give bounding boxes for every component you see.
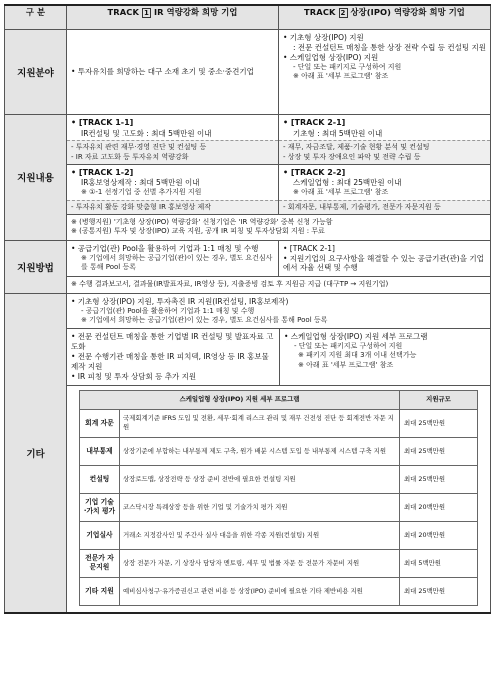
area-track1	[67, 30, 279, 115]
program-description: 국제회계기준 IFRS 도입 및 전환, 세무·회계 리스크 관리 및 재무 건전성 진단 등 회계전반 자문 지원	[120, 409, 400, 437]
track1-2-title: • [TRACK 1-2]	[71, 167, 134, 177]
program-description: 상장 전문가 자문, 기 상장사 담당자 멘토링, 세무 및 법률 자문 등 전문가 자문비 지원	[120, 549, 400, 577]
header-category: 구 분	[5, 5, 67, 30]
program-amount: 최대 5백만원	[400, 549, 478, 577]
program-amount: 최대 25백만원	[400, 465, 478, 493]
header-track1-number: 1	[143, 9, 149, 17]
header-track2-prefix: TRACK	[304, 7, 339, 17]
program-row	[80, 465, 478, 493]
label-etc: 기타	[5, 293, 67, 612]
method-track2-line1: • 지원기업의 요구사항을 해결할 수 있는 공급기관(관)을 기업에서 자율 선택 및 수행	[283, 253, 484, 273]
program-row	[80, 409, 478, 437]
track2-1-sub	[279, 140, 490, 163]
area-track2-line3: • 스케일업형 상장(IPO) 지원	[283, 52, 379, 62]
scaleup-program-table	[79, 390, 478, 606]
etc-left-line2: • 전문 수행기관 매칭을 통한 IR 피치덱, IR영상 등 IR 홍보물 제작 지원	[71, 351, 269, 371]
content-track1-1	[67, 115, 279, 165]
program-category: 기업실사	[80, 521, 120, 549]
content-footnote1: ※ (병행지원) '기초형 상장(IPO) 역량강화' 신청기업은 'IR 역량강화' 중복 신청 가능함	[71, 217, 333, 226]
method-track1-line2: ※ 기업에서 희망하는 공급기업(관)이 있는 경우, 별도 요건심사를 통해 Pool 등록	[81, 253, 273, 271]
row-etc	[5, 293, 491, 612]
method-track1-line1: • 공급기업(관) Pool을 활용하여 기업과 1:1 매칭 및 수행	[71, 243, 259, 253]
header-track2	[279, 5, 491, 30]
track1-1-sub	[67, 140, 278, 163]
row-support-content	[5, 115, 491, 165]
header-track1-prefix: TRACK	[107, 7, 142, 17]
program-header-title: 스케일업형 상장(IPO) 지원 세부 프로그램	[80, 390, 400, 409]
header-track2-title: 상장(IPO) 역량강화 희망 기업	[347, 7, 465, 17]
etc-top-line3: ※ 기업에서 희망하는 공급기업(관)이 있는 경우, 별도 요건심사를 통해 Pool 등록	[81, 315, 328, 324]
content-track2-1	[279, 115, 491, 165]
track1-1-sub1: - 투자유치 관련 재무·경영 진단 및 컨설팅 등	[71, 143, 207, 152]
method-footnote: ※ 수행 결과보고서, 결과물(IR발표자료, IR영상 등), 지출증빙 검토 후 지원금 지급 (대구TP → 지원기업)	[67, 277, 491, 293]
header-track1	[67, 5, 279, 30]
label-support-content: 지원내용	[5, 115, 67, 241]
content-footnote2: ※ (공통지원) 투자 및 상장(IPO) 교육 지원, 공개 IR 피칭 및 투자상담회 지원 : 무료	[71, 227, 325, 236]
table-header-row	[5, 5, 491, 30]
track1-2-sub: - 투자유치 활동 강화 맞춤형 IR 홍보영상 제작	[67, 200, 278, 214]
track2-1-desc: 기초형 : 최대 5백만원 이내	[293, 128, 383, 138]
method-track2-line0: • [TRACK 2-1]	[283, 243, 335, 253]
program-category: 기업 기술 ·가치 평가	[80, 493, 120, 521]
track1-2-note: ※ ①-1 선정기업 중 선별 추가지원 지원	[81, 188, 202, 197]
program-row	[80, 437, 478, 465]
header-track2-number: 2	[340, 9, 346, 17]
track2-1-sub1: - 재무, 자금조달, 제품·기술 현황 분석 및 컨설팅	[283, 143, 430, 152]
row-support-method	[5, 240, 491, 277]
program-rows	[80, 409, 478, 605]
track1-1-sub2: - IR 자료 고도화 등 투자유치 역량강화	[71, 152, 189, 161]
program-row	[80, 549, 478, 577]
etc-top	[67, 294, 490, 328]
area-track2	[279, 30, 491, 115]
etc-top-line1: • 기초형 상장(IPO) 지원, 투자촉진 IR 지원(IR컨설팅, IR홍보제작)	[71, 296, 289, 306]
program-description: 상장로드맵, 상장전략 등 상장 준비 전반에 필요한 컨설팅 지원	[120, 465, 400, 493]
area-track2-line2: : 전문 컨설턴트 매칭을 통한 상장 전략 수립 등 컨설팅 지원	[293, 42, 487, 52]
program-amount: 최대 25백만원	[400, 409, 478, 437]
program-amount: 최대 20백만원	[400, 521, 478, 549]
program-category: 전문가 자문지원	[80, 549, 120, 577]
program-description: 예비심사청구·유가증권신고 관련 비용 등 상장(IPO) 준비에 필요한 기타 제반비용 지원	[120, 577, 400, 605]
method-track1	[67, 240, 279, 277]
etc-right-line3: ※ 패키지 지원 최대 3개 이내 선택가능	[298, 351, 417, 360]
etc-right-line4: ※ 아래 표 '세부 프로그램' 참조	[298, 360, 394, 369]
etc-right	[280, 329, 490, 384]
content-track1-2	[67, 164, 279, 214]
content-track2-2	[279, 164, 491, 214]
track2-2-sub: - 회계자문, 내부통제, 기술평가, 전문가 자문지원 등	[279, 200, 490, 214]
row-support-content-2	[5, 164, 491, 214]
method-track2	[279, 240, 491, 277]
track1-1-desc: IR컨설팅 및 고도화 : 최대 5백만원 이내	[81, 128, 212, 138]
label-support-method: 지원방법	[5, 240, 67, 293]
program-amount: 최대 25백만원	[400, 437, 478, 465]
program-category: 기타 지원	[80, 577, 120, 605]
etc-top-line2: - 공급기업(관) Pool을 활용하여 기업과 1:1 매칭 및 수행	[81, 306, 255, 315]
area-track2-line5: ※ 아래 표 '세부 프로그램' 참조	[293, 71, 389, 80]
etc-columns	[67, 328, 490, 384]
program-category: 회계 자문	[80, 409, 120, 437]
program-row	[80, 521, 478, 549]
row-support-area	[5, 30, 491, 115]
program-description: 상장기준에 부합하는 내부통제 제도 구축, 원가 배분 시스템 도입 등 내부통제 시스템 구축 지원	[120, 437, 400, 465]
etc-left-line3: • IR 피칭 및 투자 상담회 등 추가 지원	[71, 371, 197, 381]
track2-1-title: • [TRACK 2-1]	[283, 118, 346, 127]
label-support-area: 지원분야	[5, 30, 67, 115]
program-category: 내부통제	[80, 437, 120, 465]
area-track2-line4: - 단일 또는 패키지로 구성하여 지원	[293, 62, 402, 71]
area-track2-line1: • 기초형 상장(IPO) 지원	[283, 33, 364, 42]
row-content-footnotes	[5, 214, 491, 240]
program-row	[80, 493, 478, 521]
program-description: 코스닥시장 특례상장 등을 위한 기업 및 기술가치 평가 지원	[120, 493, 400, 521]
program-row	[80, 577, 478, 605]
program-table	[4, 4, 491, 614]
program-category: 컨설팅	[80, 465, 120, 493]
program-header-row	[80, 390, 478, 409]
track2-1-sub2: - 상장 및 투자 장애요인 파악 및 전략 수립 등	[283, 152, 421, 161]
program-amount: 최대 20백만원	[400, 493, 478, 521]
etc-left-line1: • 전문 컨설턴트 매칭을 통한 기업별 IR 컨설팅 및 발표자료 고도화	[71, 332, 274, 352]
track1-1-title: • [TRACK 1-1]	[71, 118, 134, 127]
program-description: 거래소 지정감사인 및 주간사 실사 대응을 위한 각종 지원(컨설팅) 지원	[120, 521, 400, 549]
area-track1-text: • 투자유치를 희망하는 대구 소재 초기 및 중소·중견기업	[71, 67, 254, 77]
track2-2-note: ※ 아래 표 '세부 프로그램' 참조	[293, 188, 389, 197]
track1-2-desc: IR홍보영상제작 : 최대 5백만원 이내	[81, 178, 200, 188]
program-amount: 최대 25백만원	[400, 577, 478, 605]
content-footnotes	[67, 214, 491, 240]
program-section	[67, 385, 490, 612]
track2-2-title: • [TRACK 2-2]	[283, 167, 346, 177]
row-method-footnote	[5, 277, 491, 293]
etc-right-line1: • 스케일업형 상장(IPO) 지원 세부 프로그램	[284, 332, 428, 342]
etc-right-line2: - 단일 또는 패키지로 구성하여 지원	[294, 342, 403, 351]
support-program-document	[4, 4, 490, 614]
track2-2-desc: 스케일업형 : 최대 25백만원 이내	[293, 178, 402, 188]
etc-content	[67, 293, 491, 612]
program-header-amount: 지원규모	[400, 390, 478, 409]
etc-left	[67, 329, 280, 384]
header-track1-title: IR 역량강화 희망 기업	[150, 7, 238, 17]
